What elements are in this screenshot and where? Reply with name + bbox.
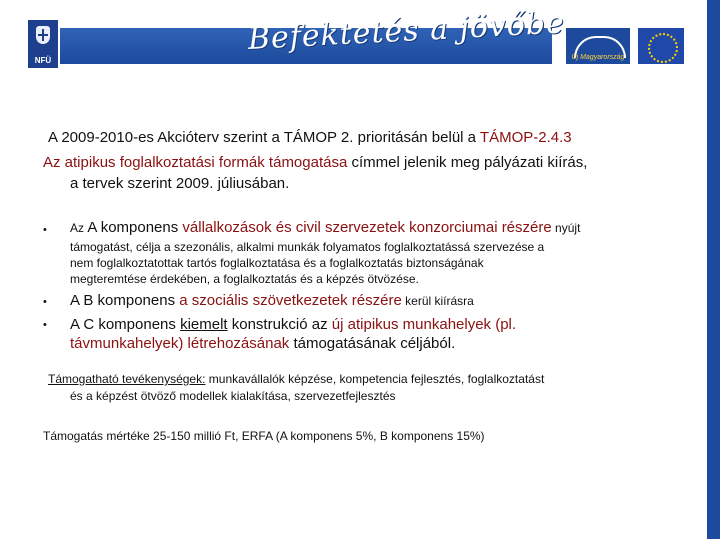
title-line (43, 153, 587, 173)
uj-magyarorszag-label: Új Magyarország (571, 54, 625, 61)
bullet-c-target: új atipikus munkahelyek (pl. (331, 316, 517, 333)
hungarian-crest-icon (36, 26, 50, 44)
bullet-c-lead: A C komponens (70, 316, 181, 333)
header-banner (0, 0, 720, 86)
bullet-b-line (70, 292, 474, 309)
bullet-c-marker: • (43, 319, 47, 331)
program-title: Az atipikus foglalkoztatási formák támogatása (43, 154, 348, 171)
intro-line (48, 128, 572, 148)
bullet-b-comp: A B komponens (70, 292, 180, 309)
bullet-a-line1 (70, 219, 580, 236)
uj-magyarorszag-logo (566, 28, 630, 64)
slogan-text: Befektetés a jövőbe (247, 5, 566, 57)
eu-flag (638, 28, 684, 64)
supported-activities-line1 (48, 372, 544, 386)
bullet-a-tail: nyújt (551, 221, 581, 235)
bullet-c-emph: kiemelt (180, 316, 228, 333)
bullet-a-marker: • (43, 224, 47, 236)
supported-text: munkavállalók képzése, kompetencia fejlesztés, foglalkoztatást (205, 372, 545, 386)
intro-prefix: A 2009-2010-es Akcióterv szerint a TÁMOP 2. prioritásán belül a (48, 129, 480, 146)
bullet-b-marker: • (43, 296, 47, 308)
intro-code: TÁMOP-2.4.3 (479, 129, 572, 146)
bullet-a-target: vállalkozások és civil szervezetek konzorciumai részére (182, 219, 552, 236)
nfu-logo (28, 20, 58, 68)
bullet-a-line2: támogatást, célja a szezonális, alkalmi munkák folyamatos foglalkoztatássá szervezése a (70, 240, 545, 254)
right-sidebar-stripe (707, 0, 720, 539)
supported-label: Támogatható tevékenységek: (48, 372, 206, 386)
funding-amount: Támogatás mértéke 25-150 millió Ft, ERFA (A komponens 5%, B komponens 15%) (43, 429, 485, 443)
bullet-c-line2-tail: támogatásának céljából. (289, 335, 456, 352)
bullet-b-target: a szociális szövetkezetek részére (179, 292, 402, 309)
supported-activities-line2: és a képzést ötvöző modellek kialakítása, szervezetfejlesztés (70, 389, 396, 403)
title-line-2: a tervek szerint 2009. júliusában. (70, 175, 290, 192)
bullet-a-lead: Az (70, 221, 88, 235)
title-suffix: címmel jelenik meg pályázati kiírás, (347, 154, 588, 171)
bullet-a-line3: nem foglalkoztatottak tartós foglalkoztatása és a foglalkoztatás biztonságának (70, 256, 484, 270)
bullet-c-line1 (70, 316, 516, 333)
bullet-c-mid: konstrukció az (227, 316, 332, 333)
nfu-logo-label: NFÜ (34, 56, 52, 65)
bullet-c-line2-target: távmunkahelyek) létrehozásának (70, 335, 290, 352)
bullet-a-line4: megteremtése érdekében, a foglalkoztatás és a képzés ötvözése. (70, 272, 419, 286)
bullet-b-tail: kerül kiírásra (401, 294, 474, 308)
bullet-a-comp: A komponens (87, 219, 183, 236)
eu-stars-icon (648, 33, 678, 63)
bullet-c-line2 (70, 335, 455, 352)
